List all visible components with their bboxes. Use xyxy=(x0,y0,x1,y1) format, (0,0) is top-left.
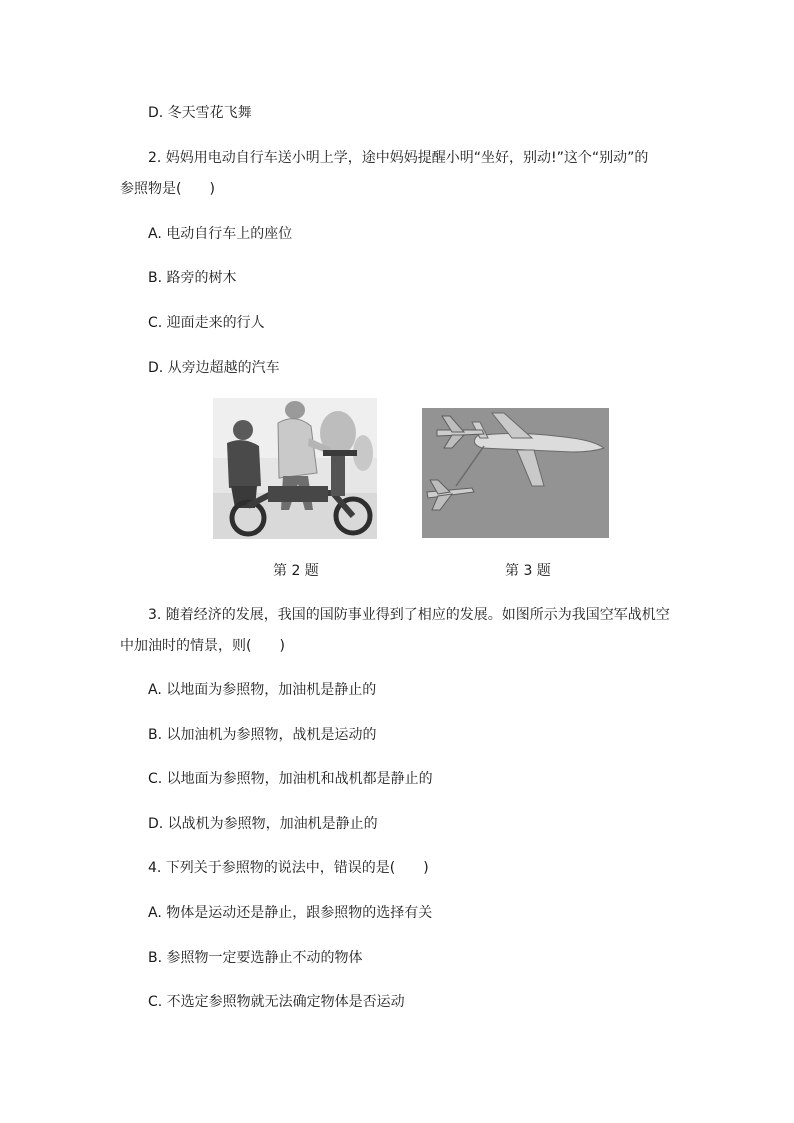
q1-option-d: D. 冬天雪花飞舞 xyxy=(148,105,252,121)
q4-option-a: A. 物体是运动还是静止，跟参照物的选择有关 xyxy=(148,905,433,921)
q2-option-d: D. 从旁边超越的汽车 xyxy=(148,360,280,376)
q3-option-d: D. 以战机为参照物，加油机是静止的 xyxy=(148,816,378,832)
q2-stem-line1: 2. 妈妈用电动自行车送小明上学，途中妈妈提醒小明“坐好，别动!”这个“别动”的 xyxy=(148,150,649,166)
q2-option-a: A. 电动自行车上的座位 xyxy=(148,226,293,242)
q3-option-b: B. 以加油机为参照物，战机是运动的 xyxy=(148,727,377,743)
q3-stem-line2: 中加油时的情景，则( ) xyxy=(120,638,285,654)
figure-q2-caption: 第 2 题 xyxy=(273,563,319,579)
figure-q2-photo xyxy=(213,398,377,539)
q4-stem: 4. 下列关于参照物的说法中，错误的是( ) xyxy=(148,860,429,876)
q2-option-b: B. 路旁的树木 xyxy=(148,270,237,286)
q3-option-a: A. 以地面为参照物，加油机是静止的 xyxy=(148,682,377,698)
q4-option-b: B. 参照物一定要选静止不动的物体 xyxy=(148,950,363,966)
q4-option-c: C. 不选定参照物就无法确定物体是否运动 xyxy=(148,994,405,1010)
figure-q3-photo xyxy=(422,408,609,538)
q3-stem-line1: 3. 随着经济的发展，我国的国防事业得到了相应的发展。如图所示为我国空军战机空 xyxy=(148,607,670,623)
figure-q3-caption: 第 3 题 xyxy=(505,563,551,579)
q2-stem-line2: 参照物是( ) xyxy=(120,181,215,197)
q2-option-c: C. 迎面走来的行人 xyxy=(148,315,265,331)
q3-option-c: C. 以地面为参照物，加油机和战机都是静止的 xyxy=(148,771,433,787)
